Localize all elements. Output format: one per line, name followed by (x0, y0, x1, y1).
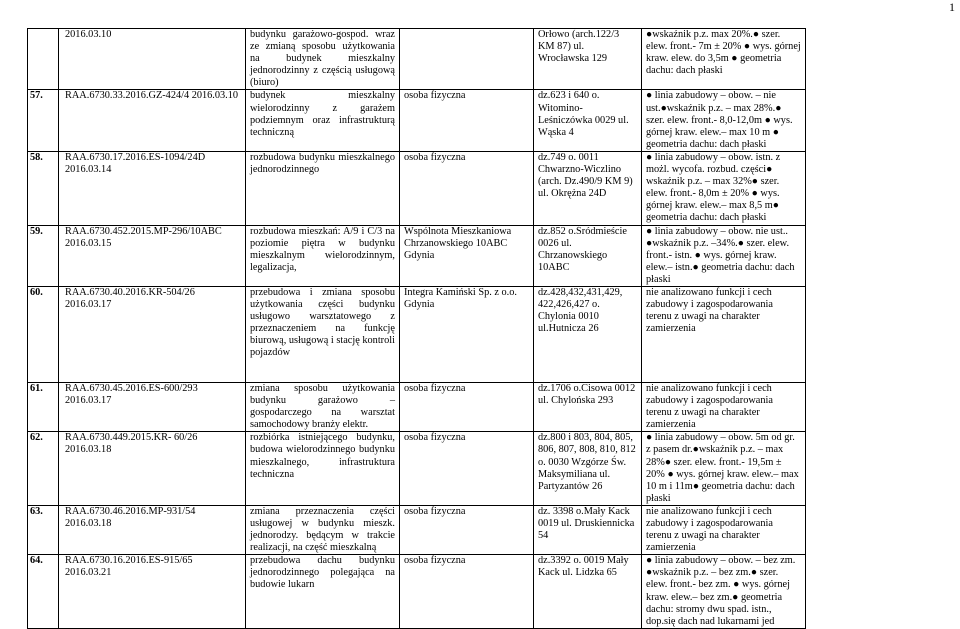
location: dz.1706 o.Cisowa 0012 ul. Chylońska 293 (534, 382, 642, 431)
row-number: 64. (28, 555, 59, 629)
case-signature: RAA.6730.40.2016.KR-504/26 2016.03.17 (59, 286, 246, 382)
investor (400, 29, 534, 90)
project-description: zmiana sposobu użytkowania budynku garażowo – gospodarczego na warsztat samochodowy branży elektr. (246, 382, 400, 431)
table-row (28, 29, 806, 90)
case-signature: RAA.6730.449.2015.KR- 60/26 2016.03.18 (59, 432, 246, 506)
investor: Wspólnota Mieszkaniowa Chrzanowskiego 10ABC Gdynia (400, 225, 534, 286)
development-conditions: ● linia zabudowy – obow. nie ust.. ●wskaźnik p.z. –34%.● szer. elew. front.- istn. ● wys. górnej kraw. elew.– istn.● geometria dachu: dach płaski (642, 225, 806, 286)
location: dz. 3398 o.Mały Kack 0019 ul. Druskiennicka 54 (534, 505, 642, 554)
location: dz.852 o.Śródmieście 0026 ul. Chrzanowskiego 10ABC (534, 225, 642, 286)
page-number: 1 (949, 0, 955, 14)
row-number: 62. (28, 432, 59, 506)
case-signature: RAA.6730.33.2016.GZ-424/4 2016.03.10 (59, 90, 246, 151)
investor: Integra Kamiński Sp. z o.o. Gdynia (400, 286, 534, 382)
development-conditions: ● linia zabudowy – obow. – nie ust.●wskaźnik p.z. – max 28%.● szer. elew. front.- 8,0-12,0m ● wys. górnej kraw. elew.– max 10 m ● geometria dachu: dach płaski (642, 90, 806, 151)
development-conditions: nie analizowano funkcji i cech zabudowy i zagospodarowania terenu z uwagi na charakter zamierzenia (642, 286, 806, 382)
row-number: 58. (28, 151, 59, 225)
case-signature: RAA.6730.46.2016.MP-931/54 2016.03.18 (59, 505, 246, 554)
investor: osoba fizyczna (400, 432, 534, 506)
development-conditions: ● linia zabudowy – obow. istn. z możl. wycofa. rozbud. części● wskaźnik p.z. – max 32%● szer. elew. front.- 8,0m ± 20% ● wys. górnej kraw. elew.– max 8,5 m● geometria dachu: dach płaski (642, 151, 806, 225)
row-number: 59. (28, 225, 59, 286)
table-row (28, 555, 806, 629)
project-description: przebudowa dachu budynku jednorodzinnego polegająca na budowie lukarn (246, 555, 400, 629)
decisions-table (27, 28, 806, 629)
row-number (28, 29, 59, 90)
location: dz.3392 o. 0019 Mały Kack ul. Lidzka 65 (534, 555, 642, 629)
development-conditions: nie analizowano funkcji i cech zabudowy i zagospodarowania terenu z uwagi na charakter zamierzenia (642, 505, 806, 554)
development-conditions: nie analizowano funkcji i cech zabudowy i zagospodarowania terenu z uwagi na charakter zamierzenia (642, 382, 806, 431)
project-description: budynku garażowo-gospod. wraz ze zmianą sposobu użytkowania na budynek mieszkalny jednorodzinny z częścią usługową (biuro) (246, 29, 400, 90)
project-description: zmiana przeznaczenia części usługowej w budynku mieszk. jednorodzy. będącym w trakcie realizacji, na część mieszkalną (246, 505, 400, 554)
project-description: rozbudowa budynku mieszkalnego jednorodzinnego (246, 151, 400, 225)
investor: osoba fizyczna (400, 151, 534, 225)
table-row (28, 505, 806, 554)
table-row (28, 225, 806, 286)
case-signature: RAA.6730.452.2015.MP-296/10ABC 2016.03.15 (59, 225, 246, 286)
investor: osoba fizyczna (400, 90, 534, 151)
location: Orłowo (arch.122/3 KM 87) ul. Wrocławska 129 (534, 29, 642, 90)
project-description: budynek mieszkalny wielorodzinny z garażem podziemnym oraz infrastrukturą techniczną (246, 90, 400, 151)
project-description: rozbiórka istniejącego budynku, budowa wielorodzinnego budynku mieszkalnego, infrastruktura techniczna (246, 432, 400, 506)
row-number: 61. (28, 382, 59, 431)
case-signature: RAA.6730.45.2016.ES-600/293 2016.03.17 (59, 382, 246, 431)
case-signature: 2016.03.10 (59, 29, 246, 90)
table-row (28, 432, 806, 506)
table-row (28, 151, 806, 225)
table-row (28, 382, 806, 431)
project-description: rozbudowa mieszkań: A/9 i C/3 na poziomie piętra w budynku mieszkalnym wielorodzinnym, legalizacja, (246, 225, 400, 286)
location: dz.749 o. 0011 Chwarzno-Wiczlino (arch. Dz.490/9 KM 9) ul. Okrężna 24D (534, 151, 642, 225)
project-description: przebudowa i zmiana sposobu użytkowania części budynku usługowo warsztatowego z przeznaczeniem na funkcję biurową, usługową i stację kontroli pojazdów (246, 286, 400, 382)
location: dz.428,432,431,429, 422,426,427 o. Chylonia 0010 ul.Hutnicza 26 (534, 286, 642, 382)
table-row (28, 286, 806, 382)
row-number: 60. (28, 286, 59, 382)
development-conditions: ●wskaźnik p.z. max 20%.● szer. elew. front.- 7m ± 20% ● wys. górnej kraw. elew. do 3,5m ● geometria dachu: dach płaski (642, 29, 806, 90)
case-signature: RAA.6730.16.2016.ES-915/65 2016.03.21 (59, 555, 246, 629)
investor: osoba fizyczna (400, 382, 534, 431)
development-conditions: ● linia zabudowy – obow. 5m od gr. z pasem dr.●wskaźnik p.z. – max 28%● szer. elew. front.- 19,5m ± 20% ● wys. górnej kraw. elew.– max 10 m i 11m● geometria dachu: dach płaski (642, 432, 806, 506)
case-signature: RAA.6730.17.2016.ES-1094/24D 2016.03.14 (59, 151, 246, 225)
table-row (28, 90, 806, 151)
row-number: 63. (28, 505, 59, 554)
row-number: 57. (28, 90, 59, 151)
investor: osoba fizyczna (400, 505, 534, 554)
location: dz.800 i 803, 804, 805, 806, 807, 808, 810, 812 o. 0030 Wzgórze Św. Maksymiliana ul. Partyzantów 26 (534, 432, 642, 506)
investor: osoba fizyczna (400, 555, 534, 629)
development-conditions: ● linia zabudowy – obow. – bez zm. ●wskaźnik p.z. – bez zm.● szer. elew. front.- bez zm. ● wys. górnej kraw. elew.– bez zm.● geometria dachu: stromy dwu spad. istn., dop.się dach nad lukarnami jed (642, 555, 806, 629)
location: dz.623 i 640 o. Witomino-Leśniczówka 0029 ul. Wąska 4 (534, 90, 642, 151)
